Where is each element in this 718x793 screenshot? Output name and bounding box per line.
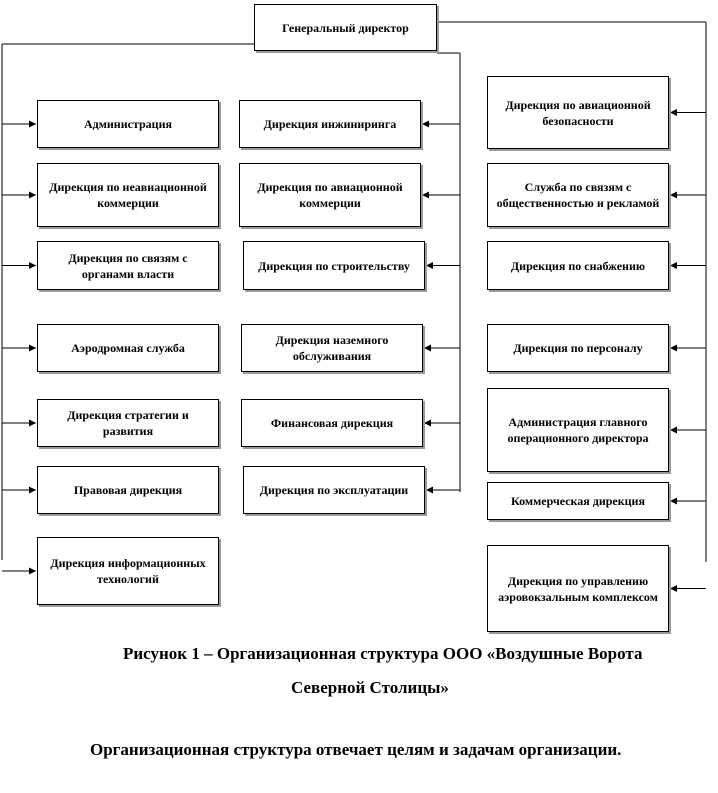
middle-unit-box-label: Дирекция по строительству [258,258,410,273]
left-unit-box-label: Дирекция по неавиационной коммерции [49,180,207,210]
left-unit-box [37,537,219,605]
left-unit-box [37,399,219,447]
left-unit-box-label: Дирекция информационных технологий [50,556,206,586]
arrow-head-icon [29,121,36,128]
arrow-head-icon [426,487,433,494]
arrow-head-icon [29,420,36,427]
arrow-head-icon [29,262,36,269]
middle-unit-box-label: Дирекция наземного обслуживания [275,333,389,363]
middle-unit-box-label: Дирекция по эксплуатации [259,483,409,497]
middle-unit-box [241,324,423,372]
right-unit-box [487,324,669,372]
middle-unit-box [243,241,425,290]
arrow-head-icon [670,427,677,434]
left-unit-box-label: Дирекция по связям с органами власти [68,250,188,281]
arrow-head-icon [29,487,36,494]
arrow-head-icon [422,121,429,128]
root-node-general-director [254,4,437,51]
right-unit-box-label: Дирекция по управлению аэровокзальным комплексом [498,573,658,604]
arrow-head-icon [670,345,677,352]
middle-unit-box [243,466,425,514]
right-unit-box-label: Служба по связям с общественностью и рекламой [496,180,660,210]
middle-unit-box-label: Дирекция по авиационной коммерции [257,180,403,210]
figure-caption-line-1: Рисунок 1 – Организационная структура ООО «Воздушные Ворота [123,644,643,663]
right-unit-box [487,482,669,520]
root-node-label: Генеральный директор [282,20,409,35]
middle-unit-box-label: Дирекция инжиниринга [263,117,397,131]
body-paragraph: Организационная структура отвечает целям и задачам организации. [90,740,622,759]
right-unit-box-label: Администрация главного операционного директора [507,415,649,445]
arrow-head-icon [424,420,431,427]
middle-unit-box [239,163,421,227]
arrow-head-icon [670,585,677,592]
left-unit-box [37,100,219,148]
right-unit-box [487,545,669,632]
right-unit-box-label: Дирекция по авиационной безопасности [505,97,651,128]
left-unit-box [37,324,219,372]
arrow-head-icon [422,192,429,199]
arrow-head-icon [670,109,677,116]
left-unit-box-label: Дирекция стратегии и развития [67,408,189,438]
arrow-head-icon [29,345,36,352]
left-unit-box [37,466,219,514]
right-unit-box-label: Коммерческая дирекция [511,494,645,508]
middle-unit-box [241,399,423,447]
arrow-head-icon [670,192,677,199]
arrow-head-icon [424,345,431,352]
left-unit-box-label: Аэродромная служба [71,341,185,355]
right-unit-box [487,76,669,149]
middle-unit-box [239,100,421,148]
right-unit-box [487,163,669,227]
left-unit-box [37,163,219,227]
right-unit-box [487,388,669,472]
arrow-head-icon [670,498,677,505]
figure-caption-line-2: Северной Столицы» [291,678,449,697]
left-unit-box-label: Администрация [83,117,172,131]
arrow-head-icon [29,568,36,575]
arrow-head-icon [426,262,433,269]
right-unit-box [487,241,669,290]
right-unit-box-label: Дирекция по персоналу [513,341,643,355]
left-unit-box [37,241,219,290]
left-unit-box-label: Правовая дирекция [73,483,183,497]
middle-unit-box-label: Финансовая дирекция [270,416,394,430]
arrow-head-icon [29,192,36,199]
right-unit-box-label: Дирекция по снабжению [510,258,646,273]
arrow-head-icon [670,262,677,269]
